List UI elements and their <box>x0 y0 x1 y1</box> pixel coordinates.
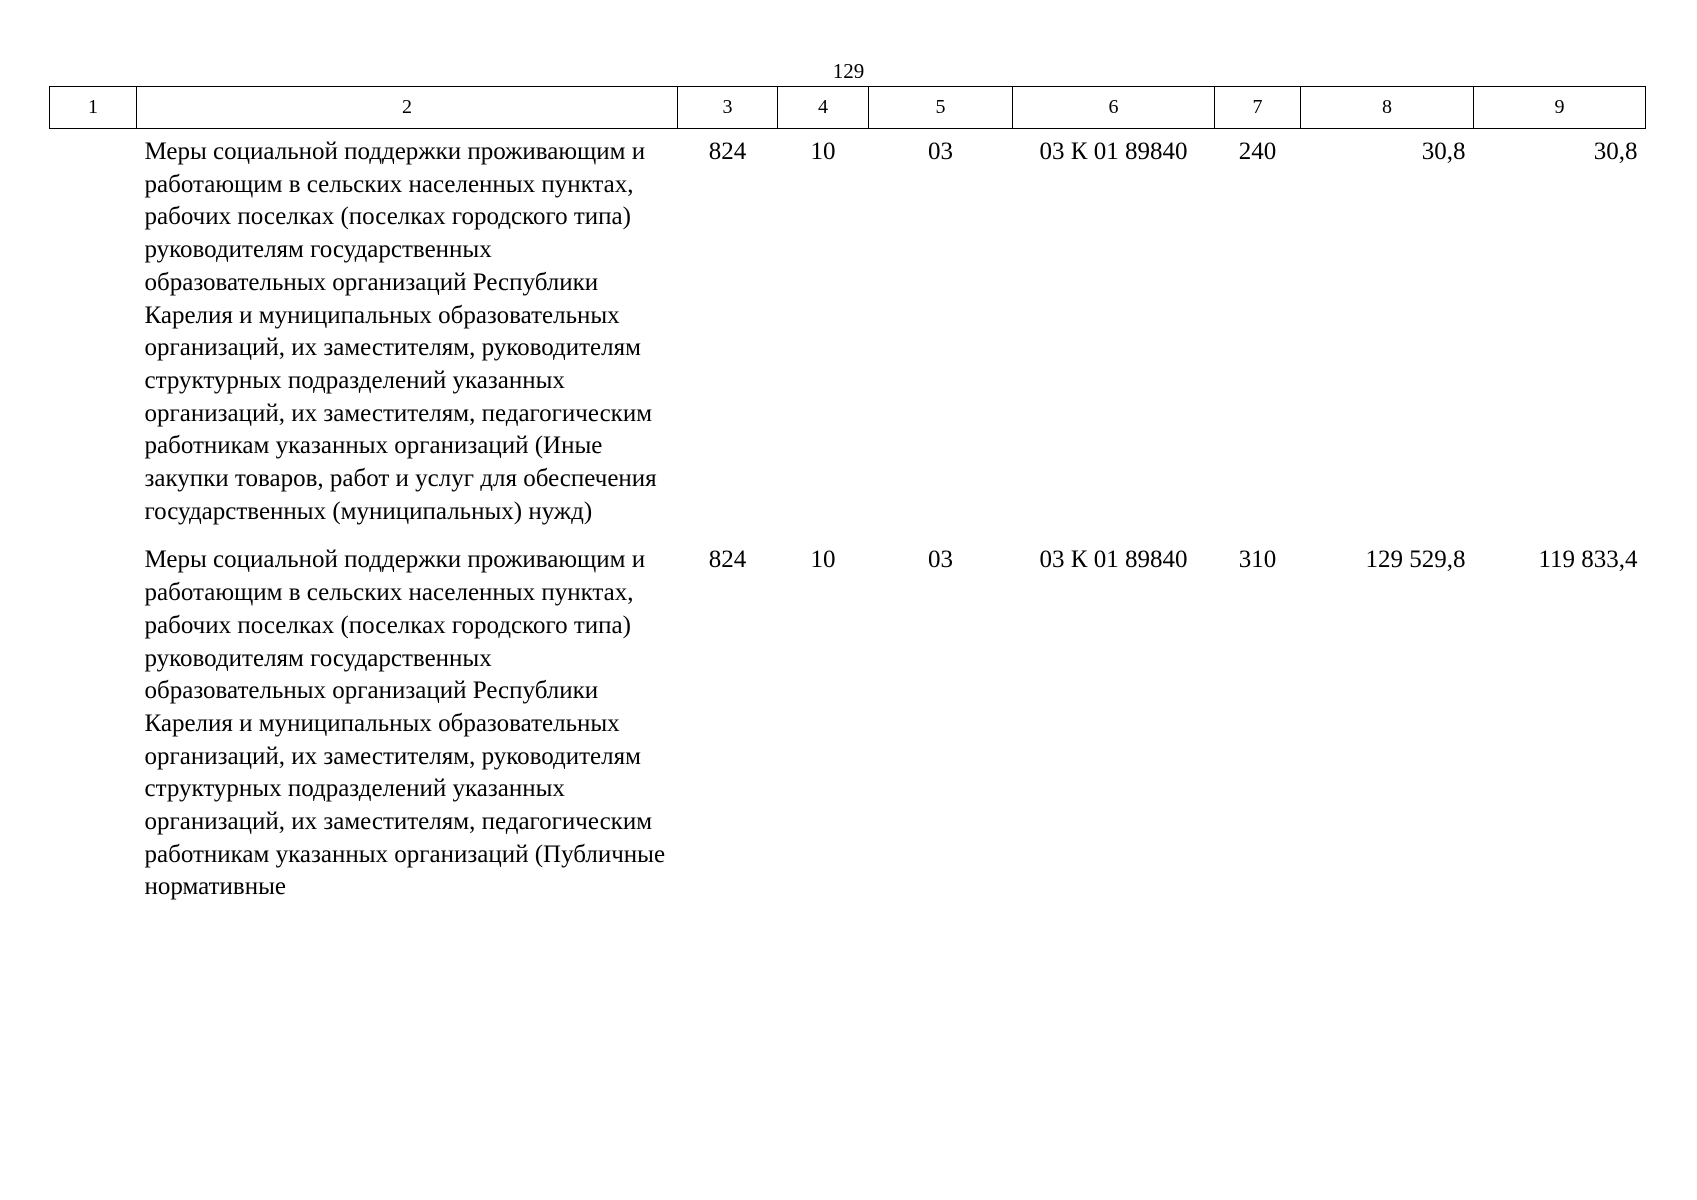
expense-name-cell: Меры социальной поддержки проживающим и работающим в сельских населенных пунктах, рабочих поселках (поселках городского типа) руководителям государственных образовательных организаций Республики Карелия и муниципальных образовательных организаций, их заместителям, руководителям структурных подразделений указанных организаций, их заместителям, педагогическим работникам указанных организаций (Иные закупки товаров, работ и услуг для обеспечения государственных (муниципальных) нужд) <box>144 138 657 525</box>
page-number: 129 <box>832 59 865 83</box>
amount-year-2-cell: 119 833,4 <box>1538 546 1638 574</box>
subsection-code-cell: 03 <box>928 138 953 165</box>
budget-table-container <box>49 86 1645 904</box>
section-code-cell: 10 <box>810 546 836 574</box>
ministry-code-cell: 824 <box>708 138 747 165</box>
table-row <box>50 543 1646 904</box>
amount-year-1-cell: 30,8 <box>1421 138 1466 165</box>
table-row <box>50 129 1646 544</box>
header-col-5: 5 <box>869 87 1013 129</box>
row-number-cell <box>50 129 137 544</box>
amount-year-1-cell: 129 529,8 <box>1365 546 1466 574</box>
header-col-7: 7 <box>1215 87 1301 129</box>
expense-name-cell: Меры социальной поддержки проживающим и работающим в сельских населенных пунктах, рабочих поселках (поселках городского типа) руководителям государственных образовательных организаций Республики Карелия и муниципальных образовательных организаций, их заместителям, руководителям структурных подразделений указанных организаций, их заместителям, педагогическим работникам указанных организаций (Публичные нормативные <box>144 546 666 901</box>
budget-table <box>49 86 1646 904</box>
expense-type-cell: 240 <box>1238 138 1277 165</box>
header-col-9: 9 <box>1474 87 1646 129</box>
header-col-6: 6 <box>1013 87 1215 129</box>
section-code-cell: 10 <box>810 138 836 165</box>
header-col-8: 8 <box>1301 87 1474 129</box>
table-header-row <box>50 87 1646 129</box>
target-article-cell: 03 К 01 89840 <box>1039 138 1188 165</box>
header-col-2: 2 <box>137 87 678 129</box>
target-article-cell: 03 К 01 89840 <box>1039 546 1188 574</box>
header-col-1: 1 <box>50 87 137 129</box>
expense-type-cell: 310 <box>1238 546 1277 574</box>
subsection-code-cell: 03 <box>928 546 953 574</box>
ministry-code-cell: 824 <box>708 546 747 574</box>
amount-year-2-cell: 30,8 <box>1593 138 1638 165</box>
header-col-3: 3 <box>678 87 778 129</box>
row-number-cell <box>50 543 137 904</box>
header-col-4: 4 <box>778 87 869 129</box>
